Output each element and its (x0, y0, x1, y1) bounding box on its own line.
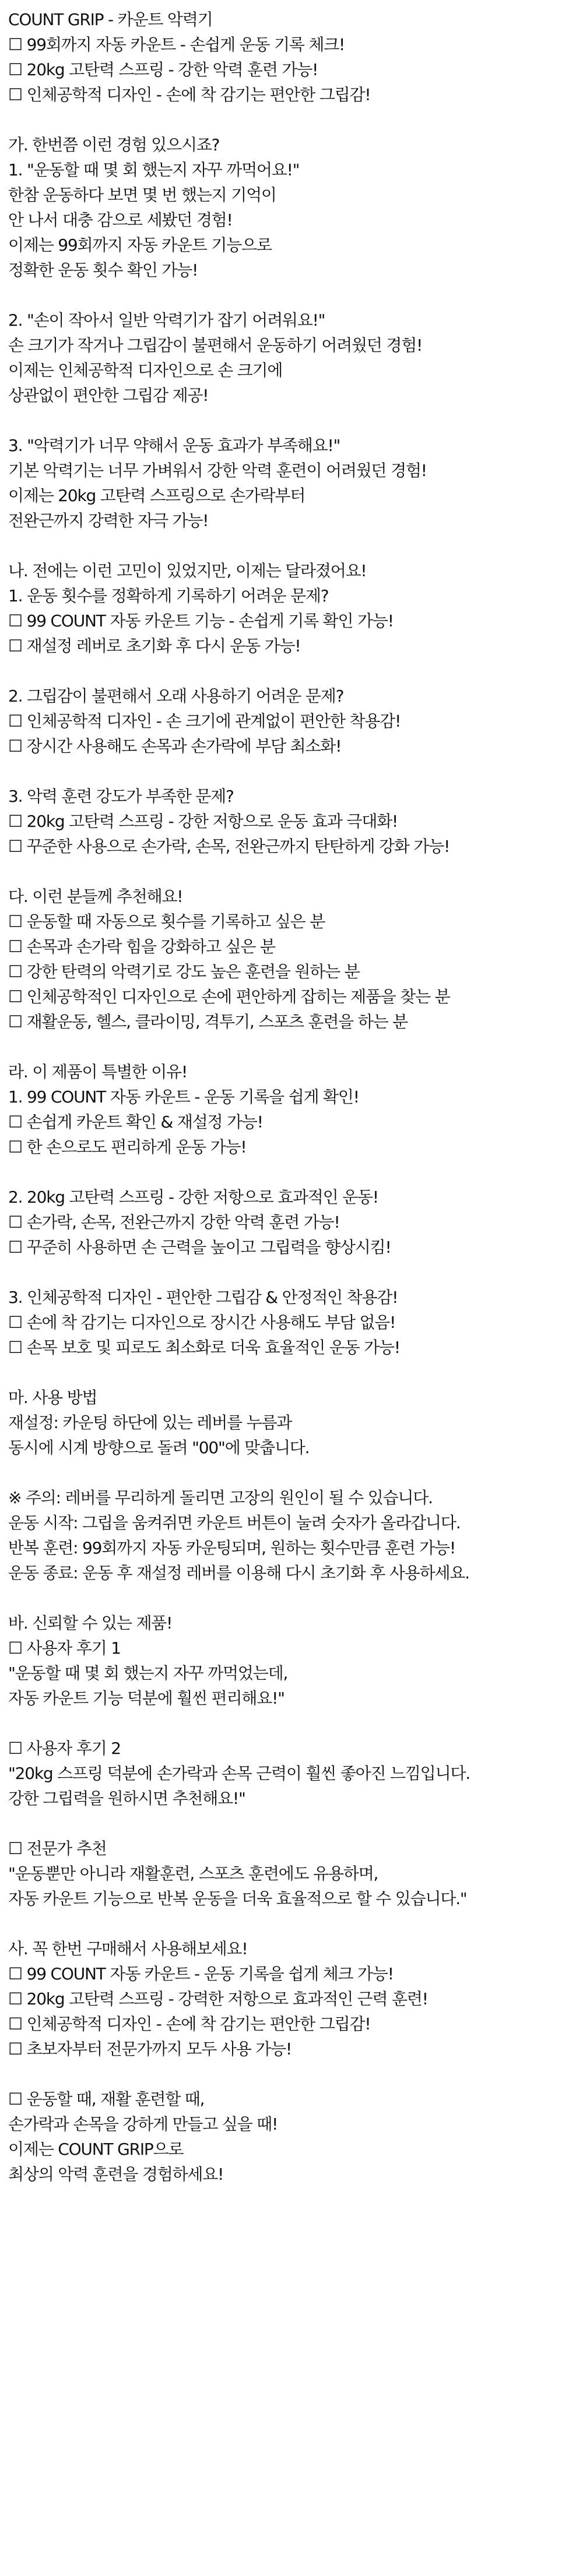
paragraph-gap (8, 2061, 577, 2087)
text-line: 1. 99 COUNT 자동 카운트 - 운동 기록을 쉽게 확인! (8, 1087, 359, 1106)
text-line: 마. 사용 방법 (8, 1388, 97, 1407)
paragraph-gap (8, 408, 577, 433)
text-line: ☐ 한 손으로도 편리하게 운동 가능! (8, 1137, 247, 1157)
text-line: "운동뿐만 아니라 재활훈련, 스포츠 훈련에도 유용하며, (8, 1864, 378, 1883)
text-block (8, 308, 577, 408)
product-description-document (8, 7, 577, 2187)
text-line: 안 나서 대충 감으로 세봤던 경험! (8, 210, 233, 230)
paragraph-gap (8, 759, 577, 784)
text-line: ☐ 인체공학적 디자인 - 손에 착 감기는 편안한 그립감! (8, 2014, 371, 2034)
paragraph-gap (8, 658, 577, 683)
paragraph-gap (8, 1911, 577, 1936)
text-line: 강한 그립력을 원하시면 추천해요!" (8, 1789, 245, 1808)
text-line: ☐ 강한 탄력의 악력기로 강도 높은 훈련을 원하는 분 (8, 962, 360, 981)
text-line: 2. 그립감이 불편해서 오래 사용하기 어려운 문제? (8, 686, 344, 706)
text-line: 정확한 운동 횟수 확인 가능! (8, 260, 198, 280)
paragraph-gap (8, 533, 577, 558)
paragraph-gap (8, 283, 577, 308)
text-block (8, 1485, 577, 1585)
text-block (8, 784, 577, 859)
text-line: 사. 꼭 한번 구매해서 사용해보세요! (8, 1939, 248, 1958)
paragraph-gap (8, 859, 577, 884)
text-line: 3. "악력기가 너무 약해서 운동 효과가 부족해요!" (8, 436, 340, 455)
text-line: 자동 카운트 기능 덕분에 훨씬 편리해요!" (8, 1689, 285, 1708)
paragraph-gap (8, 1260, 577, 1285)
text-line: 운동 시작: 그립을 움켜쥐면 카운트 버튼이 눌려 숫자가 올라갑니다. (8, 1513, 461, 1532)
text-line: "운동할 때 몇 회 했는지 자꾸 까먹었는데, (8, 1664, 288, 1683)
text-line: ☐ 인체공학적 디자인 - 손에 착 감기는 편안한 그립감! (8, 85, 371, 104)
text-block (8, 1385, 577, 1460)
text-block (8, 2087, 577, 2187)
text-line: 1. "운동할 때 몇 회 했는지 자꾸 까먹어요!" (8, 160, 300, 179)
text-line: 라. 이 제품이 특별한 이유! (8, 1062, 188, 1081)
text-line: 손가락과 손목을 강하게 만들고 싶을 때! (8, 2115, 278, 2134)
text-line: 전완근까지 강력한 자극 가능! (8, 511, 209, 530)
text-block (8, 132, 577, 283)
text-line: 동시에 시계 방향으로 돌려 "00"에 맞춥니다. (8, 1438, 310, 1457)
text-block (8, 433, 577, 533)
text-line: 2. 20kg 고탄력 스프링 - 강한 저항으로 효과적인 운동! (8, 1187, 378, 1207)
paragraph-gap (8, 1360, 577, 1385)
text-line: ☐ 사용자 후기 2 (8, 1739, 121, 1758)
paragraph-gap (8, 1034, 577, 1059)
text-block (8, 1936, 577, 2061)
text-line: 나. 전에는 이런 고민이 있었지만, 이제는 달라졌어요! (8, 561, 367, 580)
paragraph-gap (8, 1585, 577, 1611)
text-line: 상관없이 편안한 그립감 제공! (8, 386, 209, 405)
text-block (8, 1611, 577, 1711)
text-line: 이제는 인체공학적 디자인으로 손 크기에 (8, 361, 283, 380)
text-line: ☐ 손가락, 손목, 전완근까지 강한 악력 훈련 가능! (8, 1213, 340, 1232)
text-line: 이제는 COUNT GRIP으로 (8, 2140, 184, 2159)
paragraph-gap (8, 107, 577, 132)
text-line: 자동 카운트 기능으로 반복 운동을 더욱 효율적으로 할 수 있습니다." (8, 1889, 467, 1908)
text-block (8, 683, 577, 759)
text-line: 손 크기가 작거나 그립감이 불편해서 운동하기 어려웠던 경험! (8, 336, 423, 355)
text-line: 이제는 99회까지 자동 카운트 기능으로 (8, 235, 272, 255)
text-line: 최상의 악력 훈련을 경험하세요! (8, 2165, 224, 2184)
paragraph-gap (8, 1811, 577, 1836)
text-line: 바. 신뢰할 수 있는 제품! (8, 1613, 173, 1633)
text-line: ☐ 99 COUNT 자동 카운트 기능 - 손쉽게 기록 확인 가능! (8, 611, 394, 630)
text-line: ☐ 운동할 때 자동으로 횟수를 기록하고 싶은 분 (8, 912, 325, 931)
text-line: 다. 이런 분들께 추천해요! (8, 887, 183, 906)
text-line: ☐ 손에 착 감기는 디자인으로 장시간 사용해도 부담 없음! (8, 1313, 396, 1332)
text-line: "20kg 스프링 덕분에 손가락과 손목 근력이 훨씬 좋아진 느낌입니다. (8, 1764, 470, 1783)
text-line: 운동 종료: 운동 후 재설정 레버를 이용해 다시 초기화 후 사용하세요. (8, 1563, 469, 1583)
paragraph-gap (8, 1160, 577, 1185)
text-line: ☐ 초보자부터 전문가까지 모두 사용 가능! (8, 2039, 292, 2059)
text-block (8, 884, 577, 1034)
text-line: ☐ 20kg 고탄력 스프링 - 강한 악력 훈련 가능! (8, 60, 318, 79)
text-block (8, 1059, 577, 1160)
paragraph-gap (8, 1460, 577, 1485)
text-line: ☐ 꾸준히 사용하면 손 근력을 높이고 그립력을 향상시킴! (8, 1238, 391, 1257)
text-line: ☐ 손목 보호 및 피로도 최소화로 더욱 효율적인 운동 가능! (8, 1338, 400, 1357)
text-line: ☐ 손목과 손가락 힘을 강화하고 싶은 분 (8, 937, 275, 956)
text-line: ☐ 손쉽게 카운트 확인 & 재설정 가능! (8, 1112, 263, 1132)
text-line: ☐ 재설정 레버로 초기화 후 다시 운동 가능! (8, 636, 301, 656)
text-block (8, 1285, 577, 1360)
text-line: ☐ 인체공학적인 디자인으로 손에 편안하게 잡히는 제품을 찾는 분 (8, 987, 450, 1006)
text-line: ☐ 꾸준한 사용으로 손가락, 손목, 전완근까지 탄탄하게 강화 가능! (8, 837, 450, 856)
paragraph-gap (8, 1711, 577, 1736)
text-line: ※ 주의: 레버를 무리하게 돌리면 고장의 원인이 될 수 있습니다. (8, 1488, 433, 1507)
text-line: 가. 한번쯤 이런 경험 있으시죠? (8, 135, 220, 154)
text-block (8, 7, 577, 107)
text-line: 3. 인체공학적 디자인 - 편안한 그립감 & 안정적인 착용감! (8, 1288, 398, 1307)
text-line: 3. 악력 훈련 강도가 부족한 문제? (8, 787, 234, 806)
text-block (8, 1736, 577, 1811)
text-line: ☐ 20kg 고탄력 스프링 - 강력한 저항으로 효과적인 근력 훈련! (8, 1989, 428, 2008)
text-block (8, 558, 577, 658)
text-line: 한참 운동하다 보면 몇 번 했는지 기억이 (8, 185, 276, 205)
text-block (8, 1836, 577, 1911)
text-line: 반복 훈련: 99회까지 자동 카운팅되며, 원하는 횟수만큼 훈련 가능! (8, 1538, 455, 1557)
text-line: ☐ 99회까지 자동 카운트 - 손쉽게 운동 기록 체크! (8, 35, 345, 54)
text-line: ☐ 인체공학적 디자인 - 손 크기에 관계없이 편안한 착용감! (8, 711, 401, 731)
text-line: 기본 악력기는 너무 가벼워서 강한 악력 훈련이 어려웠던 경험! (8, 461, 427, 480)
text-line: ☐ 재활운동, 헬스, 클라이밍, 격투기, 스포츠 훈련을 하는 분 (8, 1012, 408, 1031)
text-line: 재설정: 카운팅 하단에 있는 레버를 누름과 (8, 1413, 292, 1432)
text-line: 이제는 20kg 고탄력 스프링으로 손가락부터 (8, 486, 305, 505)
text-line: ☐ 99 COUNT 자동 카운트 - 운동 기록을 쉽게 체크 가능! (8, 1964, 394, 1983)
text-line: ☐ 20kg 고탄력 스프링 - 강한 저항으로 운동 효과 극대화! (8, 812, 398, 831)
text-block (8, 1185, 577, 1260)
text-line: 1. 운동 횟수를 정확하게 기록하기 어려운 문제? (8, 586, 329, 605)
text-line: ☐ 운동할 때, 재활 훈련할 때, (8, 2089, 205, 2109)
text-line: ☐ 전문가 추천 (8, 1839, 107, 1858)
text-line: ☐ 사용자 후기 1 (8, 1638, 121, 1658)
text-line: ☐ 장시간 사용해도 손목과 손가락에 부담 최소화! (8, 736, 342, 756)
text-line: COUNT GRIP - 카운트 악력기 (8, 10, 213, 29)
text-line: 2. "손이 작아서 일반 악력기가 잡기 어려워요!" (8, 311, 325, 330)
